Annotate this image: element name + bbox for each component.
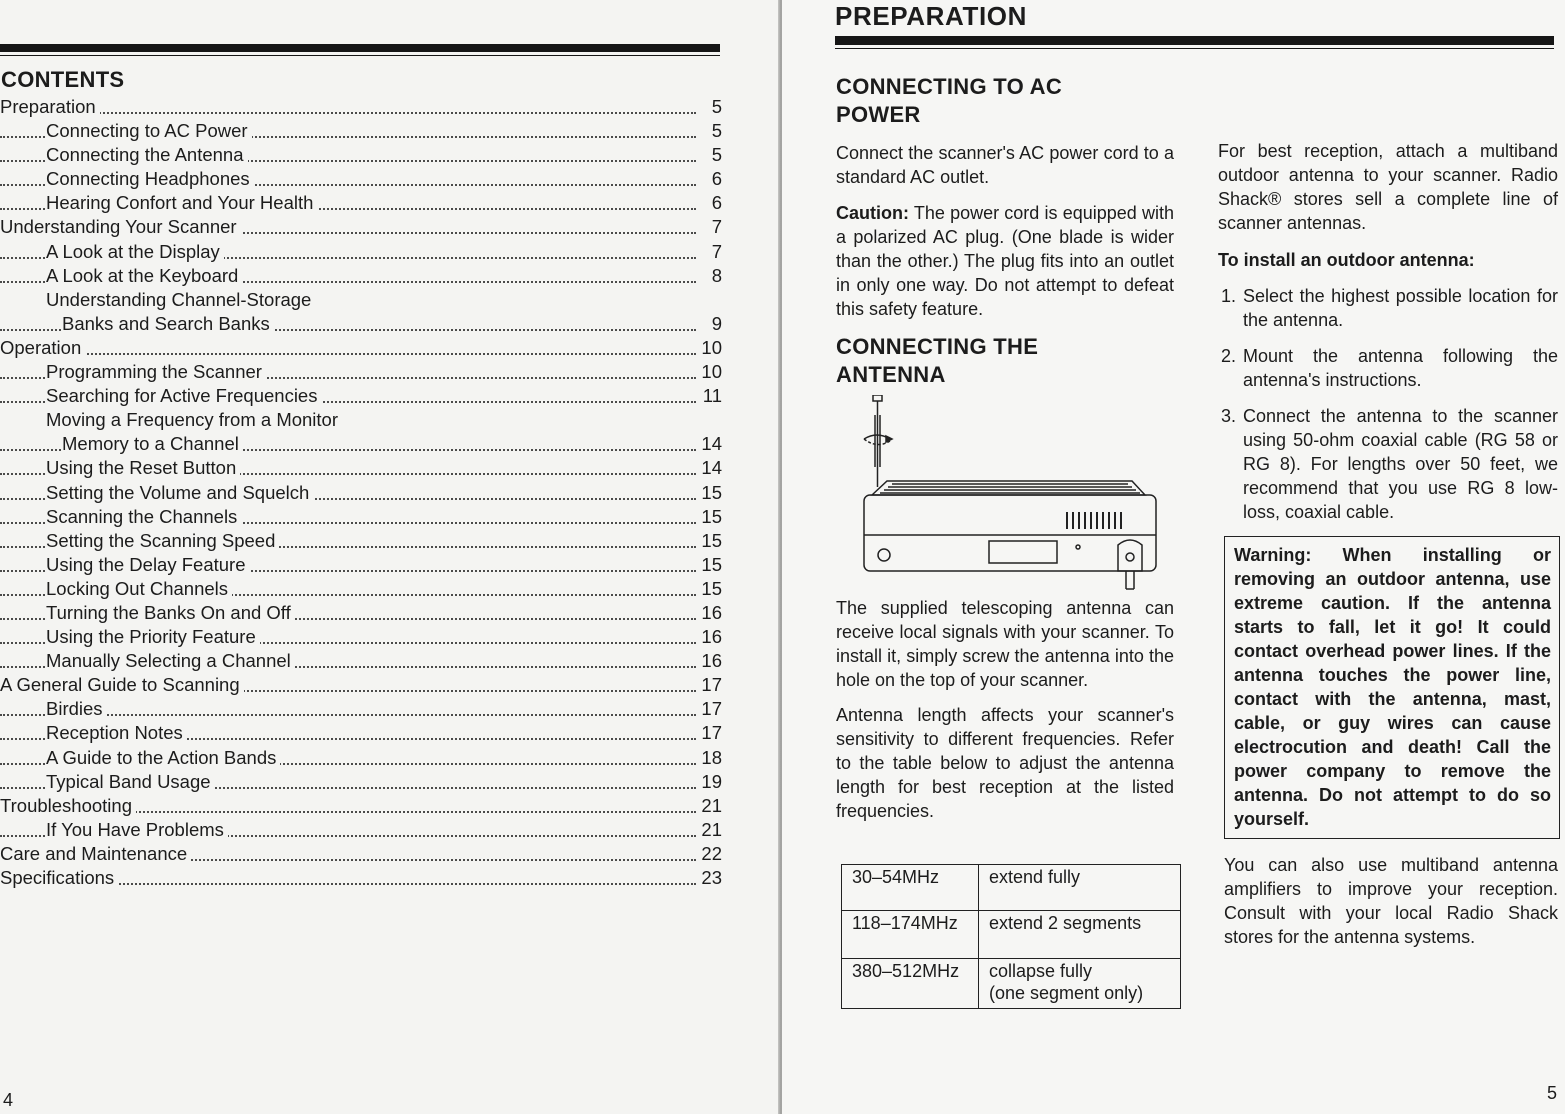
step-number: 3.: [1221, 406, 1237, 426]
toc-entry-title: Understanding Your Scanner: [0, 216, 241, 237]
toc-entry-title: Hearing Confort and Your Health: [46, 192, 317, 213]
table-row: [842, 959, 1181, 1009]
action-text: extend fully: [989, 867, 1081, 887]
toc-entry-page: 8: [696, 264, 722, 288]
left-page: [0, 0, 780, 1114]
action-note: (one segment only): [989, 983, 1144, 1003]
toc-entry: [0, 167, 722, 191]
toc-entry-title: Setting the Volume and Squelch: [46, 482, 313, 503]
toc-entry-page: 6: [696, 191, 722, 215]
toc-entry-title: Connecting the Antenna: [46, 144, 248, 165]
toc-entry: [0, 288, 722, 312]
toc-entry-page: 10: [696, 360, 722, 384]
antenna-length-table: [841, 864, 1181, 1009]
toc-entry-page: 16: [696, 625, 722, 649]
antenna-heading: CONNECTING THE ANTENNA: [836, 334, 1039, 387]
best-reception-text: For best reception, attach a multiband outdoor antenna to your scanner. Radio Shack® stores sell a complete line of scanner antennas.: [1218, 141, 1558, 233]
toc-entry-title: Scanning the Channels: [46, 506, 241, 527]
toc-entry: [0, 191, 722, 215]
step-text: Connect the antenna to the scanner using 50-ohm coaxial cable (RG 58 or RG 8). For lengths over 50 feet, we recommend that you use RG 8 low-loss, coaxial cable.: [1243, 406, 1558, 522]
toc-entry: [0, 95, 722, 119]
toc-entry: [0, 360, 722, 384]
toc-entry: [0, 818, 722, 842]
toc-entry-title: Manually Selecting a Channel: [46, 650, 295, 671]
toc-entry-page: 18: [696, 746, 722, 770]
toc-entry-page: 5: [696, 143, 722, 167]
toc-leader-dots: [0, 353, 696, 355]
toc-entry-page: 23: [696, 866, 722, 890]
toc-entry: [0, 481, 722, 505]
toc-entry-page: 17: [696, 721, 722, 745]
step-text: Mount the antenna following the antenna's instructions.: [1243, 346, 1558, 390]
toc-entry-title: Setting the Scanning Speed: [46, 530, 279, 551]
action-text: extend 2 segments: [989, 913, 1142, 933]
table-of-contents: [0, 95, 722, 890]
toc-entry-page: 16: [696, 649, 722, 673]
contents-title: CONTENTS: [1, 67, 125, 92]
toc-entry-title: Reception Notes: [46, 722, 187, 743]
frequency-cell: 380–512MHz: [842, 959, 979, 1009]
toc-entry-page: 22: [696, 842, 722, 866]
toc-entry: [0, 553, 722, 577]
warning-box: Warning: When installing or removing an outdoor antenna, use extreme caution. If the antenna starts to fall, let it go! It could contact overhead power lines. If the antenna touches the power line, contact with the antenna, mast, cable, or guy wires can cause electrocution and death! Call the power company to remove the antenna. Do not attempt to do so yourself.: [1224, 536, 1560, 839]
toc-entry: [0, 505, 722, 529]
action-cell: [979, 959, 1181, 1009]
toc-entry-page: 15: [696, 481, 722, 505]
step-text: Select the highest possible location for the antenna.: [1243, 286, 1558, 330]
toc-entry: [0, 119, 722, 143]
toc-entry-title: If You Have Problems: [46, 819, 228, 840]
install-steps-list: [1218, 284, 1558, 524]
toc-entry: [0, 770, 722, 794]
action-text: collapse fully: [989, 961, 1093, 981]
page-number-left: 4: [3, 1090, 14, 1110]
toc-entry-page: 17: [696, 697, 722, 721]
toc-entry: [0, 625, 722, 649]
toc-entry-title: A Look at the Display: [46, 241, 224, 262]
header-rule: [835, 36, 1554, 45]
toc-entry: [0, 842, 722, 866]
caution-paragraph: [836, 201, 1174, 321]
install-step: [1218, 404, 1558, 524]
toc-entry-page: 15: [696, 577, 722, 601]
toc-entry-title: Locking Out Channels: [46, 578, 232, 599]
toc-entry-title: Troubleshooting: [0, 795, 136, 816]
toc-entry-title: A Look at the Keyboard: [46, 265, 242, 286]
outdoor-antenna-section: [1218, 139, 1558, 536]
toc-entry-page: 9: [696, 312, 722, 336]
toc-entry-page: 21: [696, 818, 722, 842]
toc-entry-page: 17: [696, 673, 722, 697]
install-step: [1218, 284, 1558, 332]
amplifier-text: You can also use multiband antenna amplifiers to improve your reception. Consult with your local Radio Shack stores for the antenna systems.: [1224, 855, 1558, 947]
toc-entry: [0, 456, 722, 480]
toc-entry-page: 14: [696, 432, 722, 456]
toc-entry-title: Birdies: [46, 698, 107, 719]
toc-entry-title: Banks and Search Banks: [62, 313, 274, 334]
toc-entry: [0, 432, 722, 456]
toc-entry: [0, 408, 722, 432]
toc-entry-title: Connecting to AC Power: [46, 120, 252, 141]
toc-entry-page: 7: [696, 215, 722, 239]
toc-entry: [0, 649, 722, 673]
toc-entry-title: A General Guide to Scanning: [0, 674, 244, 695]
toc-entry-title: Understanding Channel-Storage: [46, 289, 315, 310]
toc-entry: [0, 240, 722, 264]
toc-entry-page: 14: [696, 456, 722, 480]
toc-entry-page: 11: [696, 384, 722, 408]
frequency-cell: 118–174MHz: [842, 911, 979, 959]
frequency-cell: 30–54MHz: [842, 865, 979, 911]
toc-entry: [0, 794, 722, 818]
toc-entry: [0, 215, 722, 239]
toc-entry: [0, 312, 722, 336]
toc-entry-title: Typical Band Usage: [46, 771, 215, 792]
install-step: [1218, 344, 1558, 392]
toc-entry-page: 15: [696, 529, 722, 553]
table-row: [842, 911, 1181, 959]
toc-entry-title: Using the Reset Button: [46, 457, 240, 478]
antenna-section: [836, 333, 1174, 389]
toc-entry-page: 21: [696, 794, 722, 818]
toc-entry-title: Preparation: [0, 96, 100, 117]
toc-entry: [0, 746, 722, 770]
header-rule-thin: [835, 48, 1554, 49]
toc-entry-title: Programming the Scanner: [46, 361, 266, 382]
toc-entry: [0, 721, 722, 745]
toc-entry-page: 6: [696, 167, 722, 191]
toc-entry-page: 7: [696, 240, 722, 264]
toc-entry-title: Using the Priority Feature: [46, 626, 260, 647]
toc-entry: [0, 336, 722, 360]
toc-leader-dots: [0, 112, 696, 114]
header-rule: [0, 44, 720, 52]
toc-entry-page: 5: [696, 95, 722, 119]
toc-entry-page: 15: [696, 505, 722, 529]
ac-power-text: Connect the scanner's AC power cord to a standard AC outlet.: [836, 143, 1174, 187]
toc-entry-page: 19: [696, 770, 722, 794]
table-row: [842, 865, 1181, 911]
toc-entry: [0, 577, 722, 601]
caution-label: Caution:: [836, 203, 909, 223]
step-number: 2.: [1221, 346, 1237, 366]
action-cell: [979, 865, 1181, 911]
toc-entry-title: Connecting Headphones: [46, 168, 254, 189]
toc-entry-title: A Guide to the Action Bands: [46, 747, 280, 768]
section-title: PREPARATION: [835, 1, 1027, 31]
toc-entry: [0, 866, 722, 890]
action-cell: [979, 911, 1181, 959]
caution-text: The power cord is equipped with a polarized AC plug. (One blade is wider than the other.) The plug fits into an outlet in only one way. Do not attempt to defeat this safety feature.: [836, 203, 1174, 319]
header-rule-thin: [0, 55, 720, 56]
antenna-body: [836, 596, 1174, 823]
step-number: 1.: [1221, 286, 1237, 306]
toc-entry: [0, 384, 722, 408]
toc-entry-title: Operation: [0, 337, 85, 358]
outdoor-antenna-heading: To install an outdoor antenna:: [1218, 250, 1475, 270]
toc-entry-page: 15: [696, 553, 722, 577]
toc-entry-page: 10: [696, 336, 722, 360]
toc-entry-title: Searching for Active Frequencies: [46, 385, 321, 406]
toc-entry: [0, 673, 722, 697]
toc-entry: [0, 697, 722, 721]
toc-entry-title: Care and Maintenance: [0, 843, 191, 864]
amplifier-section: [1224, 853, 1558, 949]
toc-entry: [0, 601, 722, 625]
ac-power-heading: CONNECTING TO AC POWER: [836, 74, 1063, 127]
toc-entry-title: Turning the Banks On and Off: [46, 602, 295, 623]
toc-entry-title: Specifications: [0, 867, 118, 888]
scanner-antenna-illustration: [852, 395, 1162, 590]
right-page: [782, 0, 1565, 1114]
ac-power-section: [836, 73, 1174, 321]
antenna-install-text: The supplied telescoping antenna can receive local signals with your scanner. To install it, simply screw the antenna into the hole on the top of your scanner.: [836, 598, 1174, 690]
toc-entry: [0, 264, 722, 288]
toc-entry-title: Moving a Frequency from a Monitor: [46, 409, 342, 430]
toc-entry-page: 5: [696, 119, 722, 143]
toc-entry-title: Using the Delay Feature: [46, 554, 250, 575]
toc-entry: [0, 529, 722, 553]
toc-entry-page: 16: [696, 601, 722, 625]
toc-entry: [0, 143, 722, 167]
toc-entry-title: Memory to a Channel: [62, 433, 243, 454]
antenna-length-text: Antenna length affects your scanner's sensitivity to different frequencies. Refer to the table below to adjust the antenna length for best reception at the listed frequencies.: [836, 705, 1174, 821]
page-number-right: 5: [1547, 1083, 1558, 1103]
